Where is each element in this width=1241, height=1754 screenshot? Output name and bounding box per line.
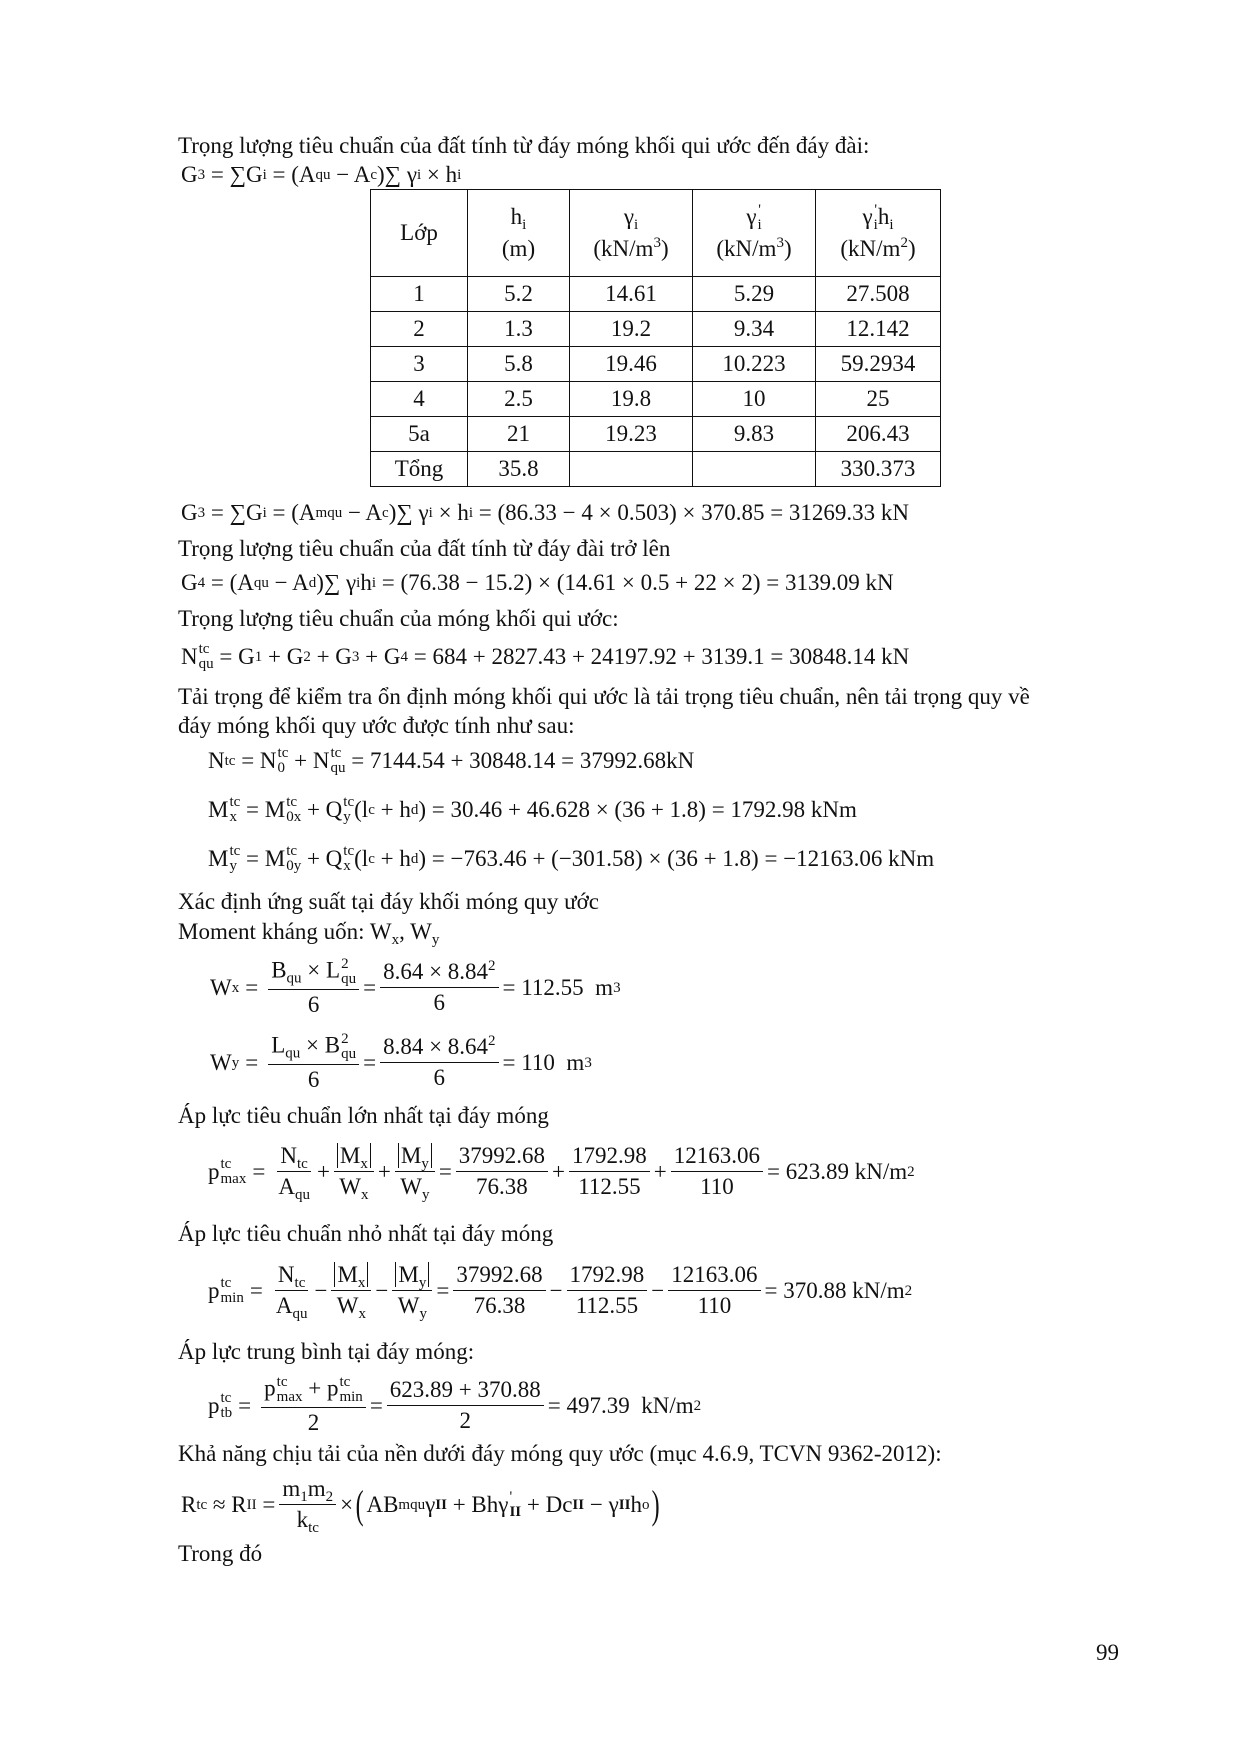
table-cell: 206.43 [816,417,941,452]
header-thickness: $h_i$ (m) [468,190,570,277]
table-cell: 27.508 [816,277,941,312]
table-cell: 35.8 [468,452,570,487]
table-cell: 1.3 [468,312,570,347]
fraction: $\frac{1792.98}{112.55}$ [569,1143,650,1200]
table-cell: Tổng [371,452,468,487]
equation-pmin: p tc min = $\frac{N_{tc}}{A_{qu}}$ − $\frac{M_x}{W_x}$ − $\frac{M_y}{W_y}$ = $\frac{37992.68}{76.38}$ − $\frac{1792.98}{112.55}$ − $\frac{12163.06}{110}$ = 370.88 kN/m 2 [208,1262,913,1322]
fraction: $\frac{12163.06}{110}$ [671,1143,763,1200]
table-row [371,277,941,312]
table-cell: 1 [371,277,468,312]
table-cell [693,452,816,487]
fraction: $\frac{8.64 \times 8.84^2}{6}$ [380,959,498,1016]
text-load-line-1: Tải trọng để kiểm tra ổn định móng khối qui ước là tải trọng tiêu chuẩn, nên tải trọng quy về [178,684,1030,709]
table-cell: 5.2 [468,277,570,312]
fraction: $B_{qu} \times L$ 2 qu 6 [268,957,359,1018]
table-cell: 59.2934 [816,347,941,382]
fraction: $L_{qu} \times B$ 2 qu 6 [268,1032,359,1093]
table-cell: 10 [693,382,816,417]
table-cell: 19.2 [570,312,693,347]
table-cell: 10.223 [693,347,816,382]
text-stress: Xác định ứng suất tại đáy khối móng quy ước [178,889,599,914]
fraction: $\frac{8.84 \times 8.64^2}{6}$ [380,1034,498,1091]
table-cell: 3 [371,347,468,382]
text-nqu-intro: Trọng lượng tiêu chuẩn của móng khối qui ước: [178,606,619,631]
fraction: $\frac{1792.98}{112.55}$ [567,1262,648,1319]
fraction: $\frac{M_x}{W_x}$ [331,1262,371,1319]
table-cell: 9.83 [693,417,816,452]
table-cell: 19.8 [570,382,693,417]
text-capacity: Khả năng chịu tải của nền dưới đáy móng quy ước (mục 4.6.9, TCVN 9362-2012): [178,1441,942,1466]
table-row [371,382,941,417]
table-cell: 19.23 [570,417,693,452]
equation-g3-value: G 3 = ∑G i = (A mqu − A c )∑ γ i × h i = (86.33 − 4 × 0.503) × 370.85 = 31269.33 kN [181,500,910,525]
text-moment: Moment kháng uốn: $W_x$, $W_y$ [178,919,440,948]
table-row [371,417,941,452]
table-cell: 5.8 [468,347,570,382]
fraction: $\frac{M_x}{W_x}$ [334,1143,374,1200]
table-cell: 5a [371,417,468,452]
table-cell: 25 [816,382,941,417]
table-cell: 19.46 [570,347,693,382]
fraction: p tc max + p tc min 2 [261,1375,366,1436]
table-cell: 2.5 [468,382,570,417]
fraction: $\frac{623.89 + 370.88}{2}$ [387,1377,544,1434]
text-pmax: Áp lực tiêu chuẩn lớn nhất tại đáy móng [178,1103,549,1128]
table-cell: 12.142 [816,312,941,347]
intro-line: Trọng lượng tiêu chuẩn của đất tính từ đáy móng khối qui ước đến đáy đài: [178,133,870,158]
fraction: $\frac{M_y}{W_y}$ [392,1262,432,1319]
table-cell: 21 [468,417,570,452]
table-cell: 9.34 [693,312,816,347]
equation-my: M tc y = M tc 0y + Q tc x (l c + h d ) = −763.46 + (−301.58) × (36 + 1.8) = −12163.06 kNm [208,843,935,874]
equation-wy: W y = $L_{qu} \times B$ 2 qu 6 = $\frac{8.84 \times 8.64^2}{6}$ = 110 m 3 [210,1031,592,1092]
equation-g4: G 4 = (A qu − A d )∑ γ i h i = (76.38 − 15.2) × (14.61 × 0.5 + 22 × 2) = 3139.09 kN [181,570,894,595]
equation-ptb: p tc tb = p tc max + p tc min 2 = $\frac{623.89 + 370.88}{2}$ = 497.39 kN/m 2 [208,1374,702,1435]
equation-mx: M tc x = M tc 0x + Q tc y (l c + h d ) = 30.46 + 46.628 × (36 + 1.8) = 1792.98 kNm [208,794,857,825]
table-total-row [371,452,941,487]
equation-wx: W x = $B_{qu} \times L$ 2 qu 6 = $\frac{8.64 \times 8.84^2}{6}$ = 112.55 m 3 [210,956,621,1017]
fraction: $\frac{m_1m_2}{k_{tc}}$ [279,1476,336,1533]
table-cell: 14.61 [570,277,693,312]
text-trong-do: Trong đó [178,1541,263,1566]
fraction: $\frac{M_y}{W_y}$ [395,1143,435,1200]
fraction: $\frac{37992.68}{76.38}$ [456,1143,548,1200]
text-ptb: Áp lực trung bình tại đáy móng: [178,1339,475,1364]
page-number: 99 [1096,1640,1119,1665]
header-layer: Lớp [371,190,468,277]
table-row [371,347,941,382]
fraction: $\frac{37992.68}{76.38}$ [453,1262,545,1319]
fraction: $\frac{N_{tc}}{A_{qu}}$ [278,1143,310,1203]
table-cell: 4 [371,382,468,417]
soil-layer-table [370,189,941,487]
header-unit-weight: $\gamma_i$ $(kN/m^3)$ [570,190,693,277]
text-pmin: Áp lực tiêu chuẩn nhỏ nhất tại đáy móng [178,1221,554,1246]
text-load-line-2: đáy móng khối quy ước được tính như sau: [178,713,575,738]
table-row [371,312,941,347]
table-cell: 5.29 [693,277,816,312]
fraction: $\frac{N_{tc}}{A_{qu}}$ [275,1262,308,1322]
equation-pmax: p tc max = $\frac{N_{tc}}{A_{qu}}$ + $\frac{M_x}{W_x}$ + $\frac{M_y}{W_y}$ = $\frac{37992.68}{76.38}$ + $\frac{1792.98}{112.55}$ + $\frac{12163.06}{110}$ = 623.89 kN/m 2 [208,1143,915,1203]
equation-ntc: N tc = N tc 0 + N tc qu = 7144.54 + 30848.14 = 37992.68kN [208,745,695,776]
equation-nqu: N tc qu = G 1 + G 2 + G 3 + G 4 = 684 + 2827.43 + 24197.92 + 3139.1 = 30848.14 kN [181,641,910,672]
header-submerged-weight: γ ' i $(kN/m^3)$ [693,190,816,277]
table-cell: 330.373 [816,452,941,487]
table-cell: 2 [371,312,468,347]
table-cell [570,452,693,487]
header-product: γ ' i $h_i$ $(kN/m^2)$ [816,190,941,277]
equation-g3-general: G 3 = ∑G i = (A qu − A c )∑ γ i × h i [181,162,462,187]
equation-r: R tc ≈ R II = $\frac{m_1m_2}{k_{tc}}$ × ( AB mqu γ II + Bhγ ' II + Dc II − γ II h o ) [181,1476,661,1536]
text-g4-intro: Trọng lượng tiêu chuẩn của đất tính từ đáy đài trở lên [178,536,671,561]
table-header-row [371,190,941,277]
fraction: $\frac{12163.06}{110}$ [668,1262,760,1319]
